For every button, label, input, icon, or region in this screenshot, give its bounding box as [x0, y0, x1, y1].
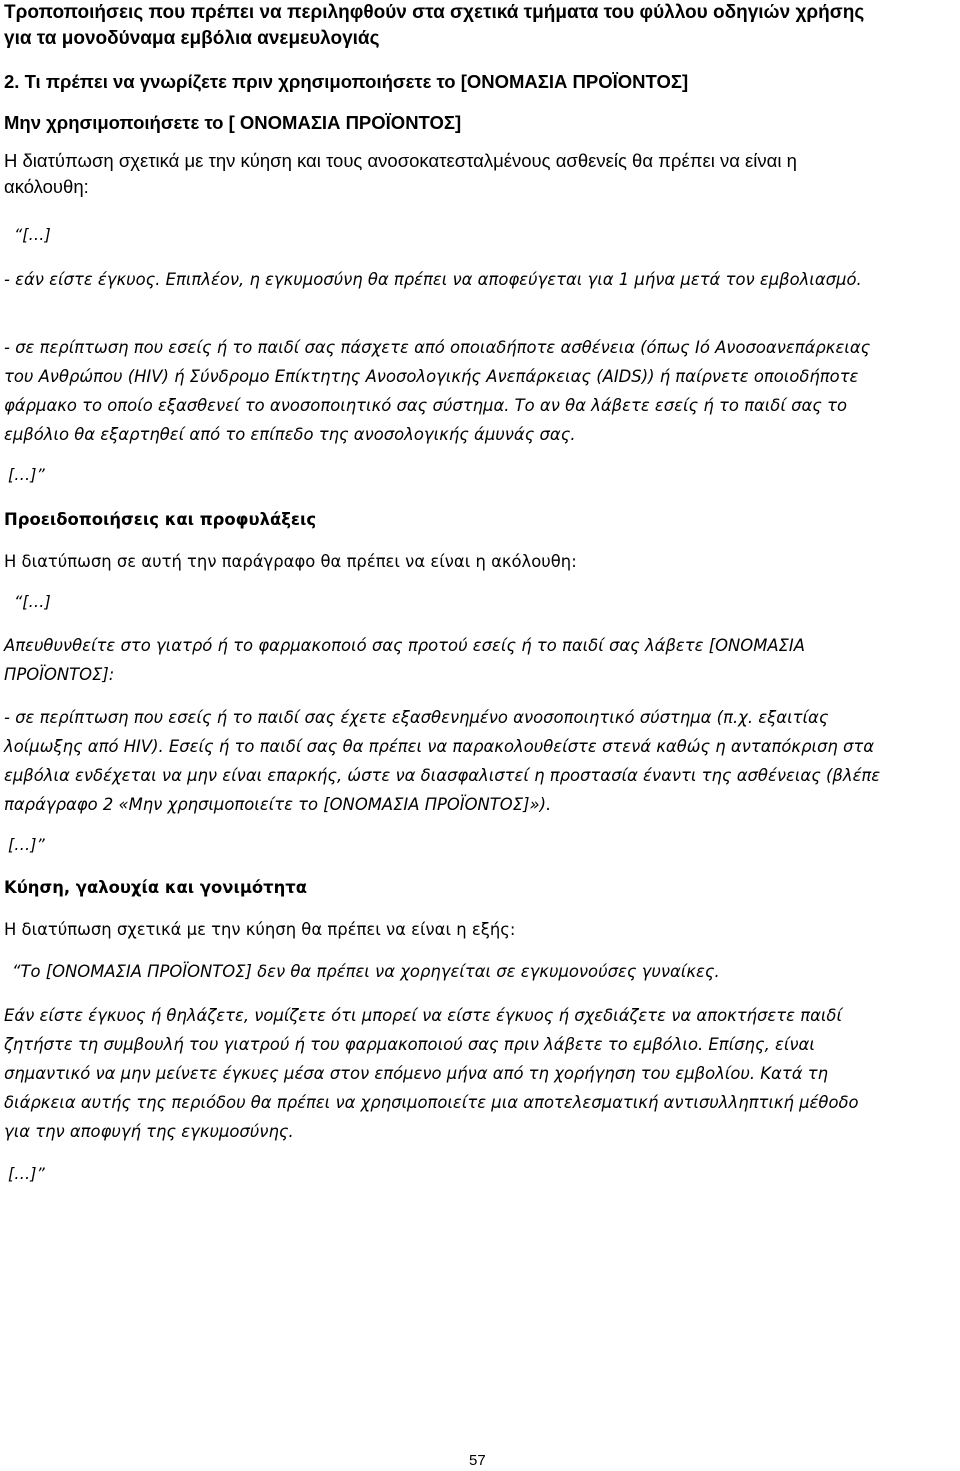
pregnancy-advice — [4, 1001, 954, 1146]
pregnancy-statement: “Το [ΟΝΟΜΑΣΙΑ ΠΡΟΪΟΝΤΟΣ] δεν θα πρέπει να χορηγείται σε εγκυμονούσες γυναίκες. — [12, 962, 720, 981]
pregnancy-intro: Η διατύπωση σχετικά με την κύηση θα πρέπει να είναι η εξής: — [4, 920, 516, 939]
consult-line-2: ΠΡΟΪΟΝΤΟΣ]: — [4, 665, 115, 684]
warnings-intro: Η διατύπωση σε αυτή την παράγραφο θα πρέπει να είναι η ακόλουθη: — [4, 552, 577, 571]
section-2-title: 2. Τι πρέπει να γνωρίζετε πριν χρησιμοποιήσετε το [ΟΝΟΜΑΣΙΑ ΠΡΟΪΟΝΤΟΣ] — [4, 71, 689, 92]
consult-line-1: Απευθυνθείτε στο γιατρό ή το φαρμακοποιό σας προτού εσείς ή το παιδί σας λάβετε [ΟΝΟΜΑΣΙΑ — [4, 636, 805, 655]
ellipsis-close: […]” — [8, 465, 45, 484]
hiv-line-2: του Ανθρώπου (HIV) ή Σύνδρομο Επίκτητης Ανοσολογικής Ανεπάρκειας (AIDS)) ή παίρνετε οποιοδήποτε — [4, 367, 859, 386]
advice-line-4: διάρκεια αυτής της περιόδου θα πρέπει να χρησιμοποιείτε μια αποτελεσματική αντισυλληπτική μέθοδο — [4, 1093, 859, 1112]
section-2-intro — [4, 148, 954, 200]
intro-line-2: ακόλουθη: — [4, 176, 89, 197]
immunity-line-4: παράγραφο 2 «Μην χρησιμοποιείτε το [ΟΝΟΜΑΣΙΑ ΠΡΟΪΟΝΤΟΣ]»). — [4, 795, 552, 814]
heading-line-2: για τα μονοδύναμα εμβόλια ανεμευλογιάς — [4, 28, 380, 49]
intro-line-1: Η διατύπωση σχετικά με την κύηση και τους ανοσοκατεσταλμένους ασθενείς θα πρέπει να είναι η — [4, 150, 797, 171]
hiv-line-1: - σε περίπτωση που εσείς ή το παιδί σας πάσχετε από οποιαδήποτε ασθένεια (όπως Ιό Ανοσοανεπάρκειας — [4, 338, 871, 357]
pregnant-contraindication: - εάν είστε έγκυος. Επιπλέον, η εγκυμοσύνη θα πρέπει να αποφεύγεται για 1 μήνα μετά τον εμβολιασμό. — [4, 270, 862, 289]
pregnancy-title: Κύηση, γαλουχία και γονιμότητα — [4, 878, 308, 897]
heading-line-1: Τροποποιήσεις που πρέπει να περιληφθούν στα σχετικά τμήματα του φύλλου οδηγιών χρήσης — [4, 2, 865, 23]
immunity-line-3: εμβόλια ενδέχεται να μην είναι επαρκής, ώστε να διασφαλιστεί η προστασία έναντι της ασθένειας (βλέπε — [4, 766, 881, 785]
document-heading — [4, 0, 954, 52]
do-not-use-subtitle: Μην χρησιμοποιήσετε το [ ΟΝΟΜΑΣΙΑ ΠΡΟΪΟΝΤΟΣ] — [4, 112, 462, 133]
ellipsis-open: “[…] — [14, 592, 51, 611]
immunity-line-1: - σε περίπτωση που εσείς ή το παιδί σας έχετε εξασθενημένο ανοσοποιητικό σύστημα (π.χ. εξαιτίας — [4, 708, 829, 727]
page-number: 57 — [469, 1452, 486, 1469]
hiv-line-4: εμβόλιο θα εξαρτηθεί από το επίπεδο της ανοσολογικής άμυνάς σας. — [4, 425, 576, 444]
advice-line-5: για την αποφυγή της εγκυμοσύνης. — [4, 1122, 294, 1141]
advice-line-3: σημαντικό να μην μείνετε έγκυες μέσα στον επόμενο μήνα από τη χορήγηση του εμβολίου. Κατά τη — [4, 1064, 828, 1083]
ellipsis-open: “[…] — [14, 225, 51, 244]
ellipsis-close: […]” — [8, 1164, 45, 1183]
ellipsis-close: […]” — [8, 835, 45, 854]
advice-line-1: Εάν είστε έγκυος ή θηλάζετε, νομίζετε ότι μπορεί να είστε έγκυος ή σχεδιάζετε να αποκτήσετε παιδί — [4, 1006, 842, 1025]
hiv-line-3: φάρμακο το οποίο εξασθενεί το ανοσοποιητικό σας σύστημα. Το αν θα λάβετε εσείς ή το παιδί σας το — [4, 396, 847, 415]
warnings-title: Προειδοποιήσεις και προφυλάξεις — [4, 510, 317, 529]
consult-doctor-text — [4, 631, 954, 689]
hiv-contraindication — [4, 333, 954, 449]
immunity-line-2: λοίμωξης από HIV). Εσείς ή το παιδί σας θα πρέπει να παρακολουθείστε στενά καθώς η ανταπόκριση στα — [4, 737, 875, 756]
weakened-immunity-warning — [4, 703, 954, 819]
advice-line-2: ζητήστε τη συμβουλή του γιατρού ή του φαρμακοποιού σας πριν λάβετε το εμβόλιο. Επίσης, είναι — [4, 1035, 815, 1054]
